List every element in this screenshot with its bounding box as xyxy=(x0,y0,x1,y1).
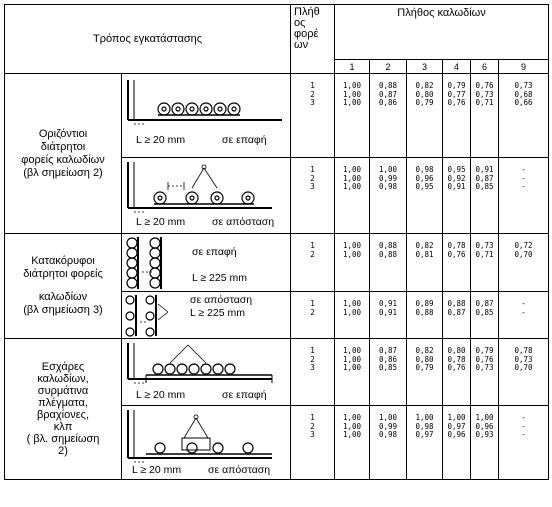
value-cell: 0,95 0,92 0,91 xyxy=(443,158,471,234)
diagram-vertical-spaced xyxy=(122,292,291,339)
header-cables-count: Πλήθος καλωδίων xyxy=(335,5,549,60)
group-label-vertical: Κατακόρυφοι διάτρητοι φορείς καλωδίων (βλ σημείωση 3) xyxy=(5,234,122,339)
value-cell: 0,82 0,80 0,79 xyxy=(407,339,443,406)
value-cell: - - - xyxy=(499,406,549,480)
table-row xyxy=(5,74,549,158)
carriers-cell: 1 2 3 xyxy=(291,158,335,234)
group-label-trays: Εσχάρες καλωδίων, συρμάτινα πλέγματα, βραχίονες, κλπ ( βλ. σημείωση 2) xyxy=(5,339,122,480)
value-cell: 0,78 0,73 0,70 xyxy=(499,339,549,406)
value-cell: 0,82 0,80 0,79 xyxy=(407,74,443,158)
col-header-6: 6 xyxy=(471,60,499,74)
header-carriers-count: Πλήθ ος φορέ ων xyxy=(291,5,335,74)
value-cell: 0,79 0,76 0,73 xyxy=(471,339,499,406)
carriers-cell: 1 2 xyxy=(291,234,335,292)
diagram-tray-spaced xyxy=(122,406,291,480)
value-cell: 0,82 0,81 xyxy=(407,234,443,292)
spacing-label: L ≥ 20 mm xyxy=(136,134,186,146)
value-cell: 1,00 1,00 xyxy=(335,292,370,339)
value-cell: 0,91 0,87 0,85 xyxy=(471,158,499,234)
carriers-cell: 1 2 3 xyxy=(291,74,335,158)
value-cell: 1,00 1,00 1,00 xyxy=(335,339,370,406)
carriers-cell: 1 2 3 xyxy=(291,406,335,480)
value-cell: - - xyxy=(499,292,549,339)
value-cell: 0,88 0,87 xyxy=(443,292,471,339)
diagram-tray-contact xyxy=(122,339,291,406)
header-installation-method: Τρόπος εγκατάστασης xyxy=(5,5,291,74)
value-cell: 0,73 0,71 xyxy=(471,234,499,292)
arrangement-label: σε επαφή xyxy=(222,389,267,401)
value-cell: 1,00 0,96 0,93 xyxy=(471,406,499,480)
value-cell: 0,73 0,68 0,66 xyxy=(499,74,549,158)
col-header-3: 3 xyxy=(407,60,443,74)
col-header-9: 9 xyxy=(499,60,549,74)
col-header-1: 1 xyxy=(335,60,370,74)
carriers-cell: 1 2 3 xyxy=(291,339,335,406)
spacing-label: L ≥ 225 mm xyxy=(192,272,247,284)
value-cell: 0,76 0,73 0,71 xyxy=(471,74,499,158)
arrangement-label: σε απόσταση xyxy=(212,216,275,228)
derating-table xyxy=(4,4,549,480)
diagram-vertical-contact xyxy=(122,234,291,292)
group-label-horizontal: Οριζόντιοι διάτρητοι φορείς καλωδίων (βλ σημείωση 2) xyxy=(5,74,122,234)
value-cell: 0,87 0,86 0,85 xyxy=(370,339,407,406)
value-cell: 0,98 0,96 0,95 xyxy=(407,158,443,234)
spacing-label: L ≥ 225 mm xyxy=(190,307,245,319)
value-cell: - - - xyxy=(499,158,549,234)
value-cell: 1,00 1,00 1,00 xyxy=(335,158,370,234)
spacing-label: L ≥ 20 mm xyxy=(136,216,186,228)
value-cell: 1,00 1,00 1,00 xyxy=(335,406,370,480)
arrangement-label: σε επαφή xyxy=(222,134,267,146)
value-cell: 1,00 0,99 0,98 xyxy=(370,406,407,480)
value-cell: 0,87 0,85 xyxy=(471,292,499,339)
value-cell: 0,78 0,76 xyxy=(443,234,471,292)
value-cell: 1,00 0,99 0,98 xyxy=(370,158,407,234)
arrangement-label: σε απόσταση xyxy=(208,464,271,476)
value-cell: 0,79 0,77 0,76 xyxy=(443,74,471,158)
carriers-cell: 1 2 xyxy=(291,292,335,339)
value-cell: 0,91 0,91 xyxy=(370,292,407,339)
value-cell: 1,00 0,97 0,96 xyxy=(443,406,471,480)
arrangement-label: σε απόσταση xyxy=(190,294,253,306)
col-header-2: 2 xyxy=(370,60,407,74)
value-cell: 1,00 0,98 0,97 xyxy=(407,406,443,480)
spacing-label: L ≥ 20 mm xyxy=(132,464,182,476)
arrangement-label: σε επαφή xyxy=(192,246,237,258)
value-cell: 0,80 0,78 0,76 xyxy=(443,339,471,406)
value-cell: 0,89 0,88 xyxy=(407,292,443,339)
value-cell: 1,00 1,00 xyxy=(335,234,370,292)
spacing-label: L ≥ 20 mm xyxy=(136,389,186,401)
value-cell: 0,72 0,70 xyxy=(499,234,549,292)
value-cell: 0,88 0,88 xyxy=(370,234,407,292)
table-row xyxy=(5,339,549,406)
value-cell: 1,00 1,00 1,00 xyxy=(335,74,370,158)
col-header-4: 4 xyxy=(443,60,471,74)
value-cell: 0,88 0,87 0,86 xyxy=(370,74,407,158)
diagram-horizontal-contact xyxy=(122,74,291,158)
diagram-horizontal-spaced xyxy=(122,158,291,234)
table-row xyxy=(5,234,549,292)
